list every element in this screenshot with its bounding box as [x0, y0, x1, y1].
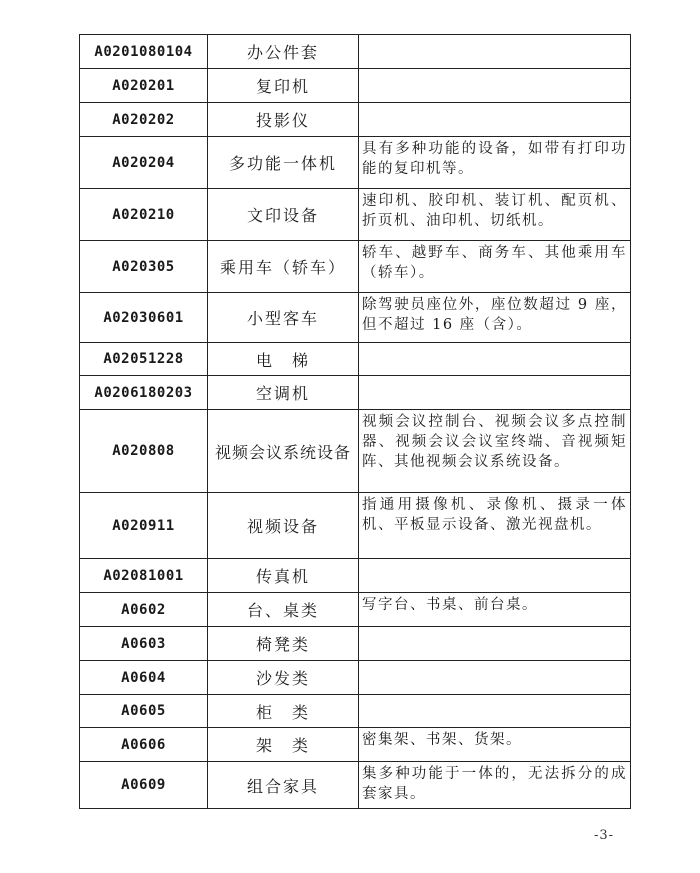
table-row: [80, 103, 631, 137]
item-description: [359, 343, 631, 376]
table-row: [80, 69, 631, 103]
item-code: A0206180203: [80, 376, 208, 410]
item-description: 视频会议控制台、视频会议多点控制器、视频会议会议室终端、音视频矩阵、其他视频会议系统设备。: [359, 410, 631, 493]
table-row: [80, 593, 631, 627]
table-row: [80, 559, 631, 593]
catalog-table: [79, 34, 631, 809]
table-row: [80, 293, 631, 343]
table-row: [80, 762, 631, 809]
item-code: A020201: [80, 69, 208, 103]
item-code: A0606: [80, 728, 208, 762]
item-name: 多功能一体机: [208, 137, 359, 189]
item-description: 除驾驶员座位外，座位数超过 9 座，但不超过 16 座（含）。: [359, 293, 631, 343]
item-name: 柜 类: [208, 695, 359, 728]
item-name: 视频设备: [208, 493, 359, 559]
item-code: A0605: [80, 695, 208, 728]
item-name: 投影仪: [208, 103, 359, 137]
item-name: 电 梯: [208, 343, 359, 376]
item-name: 传真机: [208, 559, 359, 593]
item-description: 指通用摄像机、录像机、摄录一体机、平板显示设备、激光视盘机。: [359, 493, 631, 559]
item-code: A02030601: [80, 293, 208, 343]
item-description: 轿车、越野车、商务车、其他乘用车（轿车）。: [359, 241, 631, 293]
item-code: A020210: [80, 189, 208, 241]
item-description: [359, 69, 631, 103]
item-name: 文印设备: [208, 189, 359, 241]
table-row: [80, 627, 631, 661]
item-code: A02081001: [80, 559, 208, 593]
item-description: [359, 376, 631, 410]
item-code: A02051228: [80, 343, 208, 376]
item-name: 组合家具: [208, 762, 359, 809]
item-code: A020305: [80, 241, 208, 293]
item-description: [359, 103, 631, 137]
item-name: 沙发类: [208, 661, 359, 695]
item-code: A0201080104: [80, 35, 208, 69]
table-row: [80, 695, 631, 728]
table-row: [80, 410, 631, 493]
item-description: 具有多种功能的设备，如带有打印功能的复印机等。: [359, 137, 631, 189]
table-row: [80, 137, 631, 189]
item-code: A020911: [80, 493, 208, 559]
item-name: 复印机: [208, 69, 359, 103]
item-name: 办公件套: [208, 35, 359, 69]
item-code: A020204: [80, 137, 208, 189]
item-name: 视频会议系统设备: [208, 410, 359, 493]
item-name: 小型客车: [208, 293, 359, 343]
item-description: [359, 661, 631, 695]
item-code: A0602: [80, 593, 208, 627]
item-description: [359, 627, 631, 661]
item-code: A0604: [80, 661, 208, 695]
table-row: [80, 241, 631, 293]
item-name: 空调机: [208, 376, 359, 410]
item-name: 乘用车（轿车）: [208, 241, 359, 293]
item-description: [359, 695, 631, 728]
page-number: -3-: [594, 828, 615, 843]
item-name: 台、桌类: [208, 593, 359, 627]
table-row: [80, 493, 631, 559]
item-name: 架 类: [208, 728, 359, 762]
table-row: [80, 376, 631, 410]
item-description: [359, 559, 631, 593]
item-code: A020808: [80, 410, 208, 493]
item-name: 椅凳类: [208, 627, 359, 661]
item-description: 速印机、胶印机、装订机、配页机、折页机、油印机、切纸机。: [359, 189, 631, 241]
item-code: A0609: [80, 762, 208, 809]
item-code: A0603: [80, 627, 208, 661]
item-description: 写字台、书桌、前台桌。: [359, 593, 631, 627]
catalog-table-body: [80, 35, 631, 809]
item-description: [359, 35, 631, 69]
item-description: 集多种功能于一体的，无法拆分的成套家具。: [359, 762, 631, 809]
table-row: [80, 728, 631, 762]
table-row: [80, 661, 631, 695]
item-code: A020202: [80, 103, 208, 137]
table-row: [80, 189, 631, 241]
table-row: [80, 343, 631, 376]
item-description: 密集架、书架、货架。: [359, 728, 631, 762]
table-row: [80, 35, 631, 69]
